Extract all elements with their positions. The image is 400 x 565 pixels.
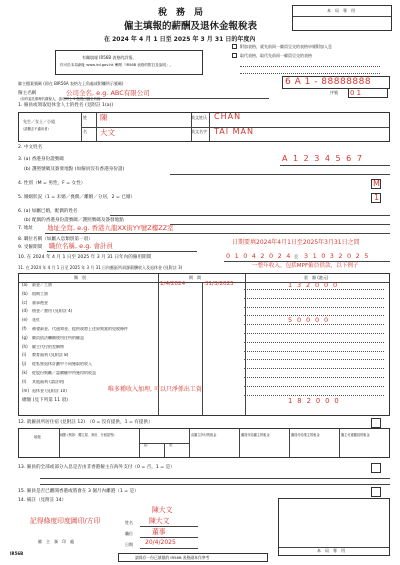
total-value[interactable]: 1 8 2 0 0 0 xyxy=(288,397,341,405)
office-use-box xyxy=(292,5,392,31)
section-6b-label: (b) 配偶的香港身份證號碼／護照號碼及簽發地點 xyxy=(24,218,124,223)
income-row-label: 佣金／費用 (見附註 4) xyxy=(32,309,73,314)
income-row-amount-line xyxy=(244,324,384,325)
department-title: 稅 務 局 xyxy=(158,8,204,18)
footer-form-code: IR56B xyxy=(10,551,24,556)
marital-value[interactable]: 1 xyxy=(374,193,380,202)
income-row-amount-line xyxy=(244,298,384,299)
title-note: （請刪去不適用者） xyxy=(21,127,51,131)
col-nature-header: 類 別 xyxy=(74,275,86,280)
income-row-amount-line xyxy=(244,359,384,360)
notice-box xyxy=(55,50,203,75)
income-row-label: 花紅 xyxy=(32,318,40,323)
income-row-label: 教育福利 (見附註 8) xyxy=(32,353,69,358)
footer-note: 請保存一份已填報的 IR56B 表格副本作參考 xyxy=(135,555,210,560)
eng-given-value[interactable]: TAI MAN xyxy=(214,127,254,136)
income-row-no: (f) xyxy=(22,326,27,331)
income-row-amount-line xyxy=(244,342,384,343)
eng-given-label: 英文名字 xyxy=(191,129,207,134)
quarters-header-to: 至 xyxy=(169,443,173,447)
office-use-title: 本 局 專 用 xyxy=(327,8,355,13)
employer-name-label: 僱主名稱 xyxy=(18,91,37,96)
income-row-amount-line xyxy=(244,368,384,369)
period-from[interactable]: 0 1 0 4 2 0 2 4 xyxy=(226,252,292,260)
signer-name-top: 陳大文 xyxy=(152,506,173,514)
income-row-label: 退休金 (見附註 10) xyxy=(32,388,67,393)
quarters-header-nature: 地點 (例如：獨立屋、套房、分租屋等) xyxy=(60,433,115,437)
income-row-amount[interactable]: 5 0 0 0 0 xyxy=(288,316,330,325)
income-row-no: (c) xyxy=(22,299,28,305)
form-title: 僱主填報的薪酬及退休金報稅表 xyxy=(124,21,258,32)
quarters-header-employee-rent: 僱員付給僱主的租金 xyxy=(241,433,270,437)
section-3a-label: 3. (a) 香港身份證號碼 xyxy=(18,157,64,162)
section-7-label: 7. 地址 xyxy=(18,226,34,231)
total-label: 總額 (見下列第 11 項) xyxy=(22,398,68,403)
sign-hint: 記得條度印度圖印/方印 xyxy=(30,517,101,525)
section-4-label: 4. 性別（M = 男性，F = 女性） xyxy=(18,181,86,186)
section-3b-label: (b) 護照號碼及簽發地點 (如僱員沒有香港身份證) xyxy=(24,167,125,172)
salary-note: 唯多種收入加埋, 可以只淨係出工資 xyxy=(108,386,202,393)
employer-ref-hint: 僱主檔案號碼 (即在 BIR56A 表格左上角處或附欄所示號碼) xyxy=(18,81,124,86)
period-to-separator: 至 xyxy=(294,254,298,259)
employer-ref-value[interactable]: 6 A 1 - 88888888 xyxy=(285,77,372,87)
employer-name-hint: （如有委託辦理代繳稅人，請於附上 2 點提出僱主名稱） xyxy=(18,97,104,101)
income-row-no: (m) xyxy=(22,387,30,393)
office-use-footer-box xyxy=(278,498,390,556)
surname-label: 姓 xyxy=(83,115,87,120)
quarters-header-address: 地址 xyxy=(34,435,42,439)
col-period-header: 期 間 xyxy=(189,275,201,280)
position-value[interactable]: 職位名稱, e.g. 會計員 xyxy=(49,242,113,250)
quarters-header-from: 由 xyxy=(144,443,148,447)
income-row-label: 補發薪金、代通知金、提供或將上述原獎賞的免稅條件 xyxy=(32,327,128,331)
income-row-label: 僱員依法繼續使用住所的權益 xyxy=(32,335,84,340)
section-1-label: 1. 僱員或領取退休金人士的姓名 (見附註 1(a)) xyxy=(18,103,114,108)
eng-surname-value[interactable]: CHAN xyxy=(214,112,242,121)
section-15-label: 15. 僱員是否已離開香港或將會在 3 個月內離港（1 = 是） xyxy=(18,489,139,494)
section-10-label: 10. 在 2024 年 4 月 1 日至 2025 年 3 月 31 日年內的僱用期間 xyxy=(18,255,152,260)
income-row-no: (i) xyxy=(22,352,27,358)
income-row-label: 僱主代付的差餉物 xyxy=(32,344,64,349)
section-12-label: 12. 就僱員所居住宿 (見附註 12) （0 = 沒有提供，1 = 有提供） xyxy=(18,420,153,425)
employer-name-value[interactable]: 公司全名, e.g. ABC有限公司 xyxy=(66,89,150,97)
income-row-amount-line xyxy=(244,351,384,352)
period-to[interactable]: 3 1 0 3 2 0 2 5 xyxy=(304,252,370,260)
sex-value[interactable]: M xyxy=(373,179,380,188)
income-row-no: (e) xyxy=(22,317,28,323)
income-row-amount-line xyxy=(244,386,384,387)
income-row-amount-line xyxy=(244,395,384,396)
quarters-header-employer-rent: 由僱主所付的租金 xyxy=(191,433,217,437)
section-13-label: 13. 僱員的全部或部分入息是否由非香港僱主在海外支付（0 = 否，1 = 是） xyxy=(18,465,175,470)
signer-label: 姓名 xyxy=(125,520,133,525)
col-amount-header: 款 額 (港元) xyxy=(304,275,329,280)
income-row-label: 從私營退休計劃中不同獲取的收入 xyxy=(32,362,92,367)
section-5-label: 5. 婚姻狀況（1 = 未婚／喪偶／離婚／分居，2 = 已婚） xyxy=(18,195,136,200)
income-row-to[interactable]: 31/3/2025 xyxy=(205,281,234,287)
given-name-value[interactable]: 大文 xyxy=(100,128,115,137)
office-use-footer: 本 局 專 用 xyxy=(317,548,345,553)
income-row-label: 從股份獎勵／認購權中所獲得的收益 xyxy=(32,371,96,375)
income-row-amount-line xyxy=(244,307,384,308)
quarters-header-refund: 僱主付還僱員的租金 xyxy=(341,433,370,437)
income-row-amount-line xyxy=(244,377,384,378)
section-9-label: 9. 受僱期間 xyxy=(18,245,43,250)
income-row-no: (d) xyxy=(22,308,28,314)
quarters-header-landlord-rent: 僱員付給業主的租金 xyxy=(291,433,320,437)
period-note: 日期要填2024年4月1日至2025年3月31日之間 xyxy=(232,239,360,246)
income-row-label: 其他福利 (請註明) xyxy=(32,379,65,384)
income-row-no: (l) xyxy=(22,378,27,384)
footer-note-box xyxy=(118,553,268,562)
income-row-from[interactable]: 1/4/2024 xyxy=(160,281,186,287)
attach-label: 附加表格，就先前同一僱員呈交的表格申報附加入息 xyxy=(240,44,332,49)
section-11-label: 11. 在 2024 年 4 月 1 日至 2025 年 3 月 31 日內應區所須課薪酬收入及退休金 (見附註 3) xyxy=(18,265,183,270)
yearly-note: 一整年收入，包括MPF僱員供款，以下例子 xyxy=(252,263,359,269)
signer-title[interactable]: 董事 xyxy=(152,528,166,536)
form-period: 在 2024 年 4 月 1 日至 2025 年 3 月 31 日的年度內 xyxy=(104,36,256,43)
employee-no-label: 序號 xyxy=(330,90,338,95)
replace-checkbox[interactable] xyxy=(232,53,237,58)
address-value[interactable]: 地址全寫, e.g. 香港九龍XX街YY號Z樓ZZ室 xyxy=(47,224,174,232)
income-row-amount-line xyxy=(244,333,384,334)
income-row-label: 董事袍金 xyxy=(32,300,48,305)
income-row-label: 假期工資 xyxy=(32,291,48,296)
stamp-label: 僱 主 簽 印 處 xyxy=(38,539,74,544)
surname-value[interactable]: 陳 xyxy=(100,113,108,122)
section-6a-label: 6. (a) 如屬已婚，配偶的姓名 xyxy=(18,209,78,214)
sign-date[interactable]: 20/4/2025 xyxy=(145,539,176,546)
given-name-label: 名 xyxy=(83,129,87,134)
role-label: 職位 xyxy=(125,531,133,536)
employee-no-value[interactable]: 0 1 xyxy=(350,89,362,97)
hkid-value[interactable]: A 1 2 3 4 5 6 7 xyxy=(282,154,364,163)
signer-name[interactable]: 陳大文 xyxy=(149,517,170,525)
income-row-no: (b) xyxy=(22,290,28,296)
notice-line-2: 你可於本局網址 www.ird.gov.hk 參閱「IR56B 表格的附註及說明」。 xyxy=(60,63,174,67)
date-label: 日期 xyxy=(125,542,133,547)
section-8-label: 8. 職位名稱（如屬入息類別第一項） xyxy=(18,237,93,242)
eng-surname-label: 英文姓氏 xyxy=(191,115,207,120)
income-row-no: (g) xyxy=(22,334,28,340)
section-2-label: 2. 中文姓名 xyxy=(18,145,43,150)
section-14-label: 14. 備註（見附註 14） xyxy=(18,498,67,503)
income-row-no: (j) xyxy=(22,361,27,367)
income-row-no: (k) xyxy=(22,370,28,375)
income-row-label: 薪金／工資 xyxy=(32,283,52,287)
attach-checkbox[interactable] xyxy=(232,44,237,49)
title-label[interactable]: 先生／女士／小姐 xyxy=(23,119,55,124)
replace-label: 取代表格，取代先前同一僱員呈交的表格 xyxy=(240,53,312,58)
income-row-no: (a) xyxy=(22,282,28,287)
income-row-amount[interactable]: 1 3 2 0 0 0 xyxy=(288,281,339,289)
notice-line-1: 有關填報 IR56B 表格的詳情， xyxy=(82,55,137,60)
income-row-amount-line xyxy=(244,289,384,290)
income-row-no: (h) xyxy=(22,343,28,349)
